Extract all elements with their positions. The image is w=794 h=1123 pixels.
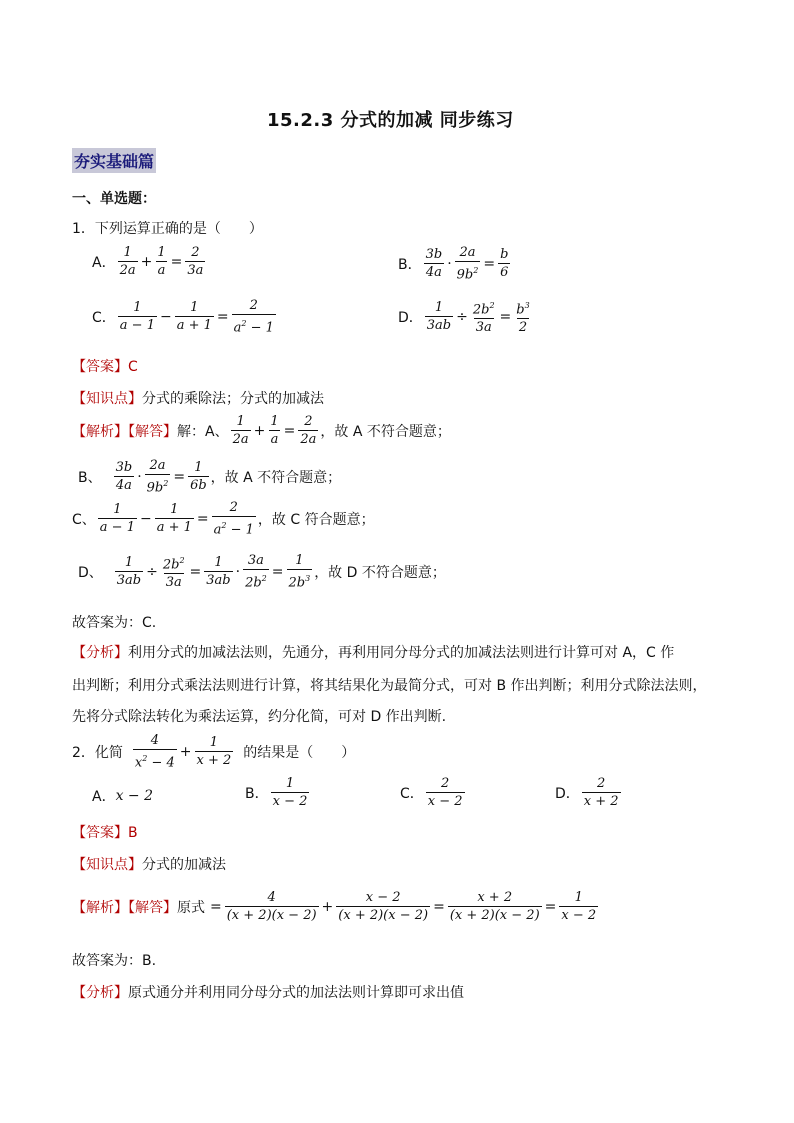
fraction: $\frac{1}{2b^3}$ bbox=[288, 553, 311, 591]
q1-analysis-line-1 bbox=[72, 642, 674, 662]
knowledge-tag: 【知识点】 bbox=[72, 391, 142, 407]
q1-analysis-line-2: 出判断；利用分式乘法法则进行计算，将其结果化为最简分式，可对 B 作出判断；利用分式除法法则， bbox=[72, 678, 707, 694]
answer-value: C bbox=[128, 359, 138, 375]
fraction: $\frac{b}{6}$ bbox=[500, 247, 509, 281]
page-title: 15.2.3 分式的加减 同步练习 bbox=[267, 110, 514, 131]
part-heading: 一、单选题： bbox=[72, 191, 156, 207]
fraction: $\frac{1}{a - 1}$ bbox=[99, 502, 135, 536]
fraction: $\frac{1}{x + 2}$ bbox=[196, 735, 232, 769]
fraction: $\frac{x + 2}{(x + 2)(x - 2)}$ bbox=[449, 890, 540, 923]
fraction: $\frac{2a}{9b^2}$ bbox=[146, 458, 169, 496]
knowledge-text: 分式的加减法 bbox=[142, 857, 226, 873]
q2-solution: 【解析】【解答】 原式 = $\frac{4}{(x + 2)(x - 2)}$ + $\frac{x - 2}{(x + 2)(x - 2)}$ = $\frac{x + 2}{(x + 2)(x - 2)}$ = $\frac{1}{x - 2}$ bbox=[72, 890, 597, 923]
option-label: A． bbox=[92, 254, 116, 271]
solution-d-tail: ，故 D 不符合题意； bbox=[314, 564, 446, 581]
q1-stem: 1．下列运算正确的是（ ） bbox=[72, 221, 263, 237]
q1-solution-c: C、 $\frac{1}{a - 1}$ − $\frac{1}{a + 1}$ = $\frac{2}{a^2 - 1}$ ，故 C 符合题意； bbox=[72, 500, 375, 538]
fraction: $\frac{1}{6b}$ bbox=[190, 460, 207, 494]
q1-solution-d: D、 $\frac{1}{3ab}$ ÷ $\frac{2b^2}{3a}$ = $\frac{1}{3ab}$ · $\frac{3a}{2b^2}$ = $\frac{1}{2b^3}$ ，故 D 不符合题意； bbox=[78, 553, 446, 591]
q1-option-c: C． $\frac{1}{a - 1}$ − $\frac{1}{a + 1}$ = $\frac{2}{a^2 - 1}$ bbox=[92, 298, 274, 336]
q2-knowledge-point bbox=[72, 854, 226, 874]
q1-conclusion: 故答案为：C. bbox=[72, 615, 157, 631]
option-label: C． bbox=[400, 785, 424, 802]
q2-stem-tail: 的结果是（ ） bbox=[243, 744, 356, 761]
q1-option-b: B． $\frac{3b}{4a}$ · $\frac{2a}{9b^2}$ = $\frac{b}{6}$ bbox=[398, 245, 509, 283]
q2-answer bbox=[72, 822, 138, 842]
fraction: $\frac{2}{x - 2}$ bbox=[427, 776, 463, 809]
solution-intro: 原式 bbox=[177, 899, 205, 916]
analysis-tag: 【分析】 bbox=[72, 985, 128, 1001]
q1-option-d: D． $\frac{1}{3ab}$ ÷ $\frac{2b^2}{3a}$ = $\frac{b^3}{2}$ bbox=[398, 298, 534, 335]
analysis-text-1: 利用分式的加减法法则，先通分，再利用同分母分式的加减法法则进行计算可对 A，C 作 bbox=[128, 645, 675, 661]
option-label: B． bbox=[245, 785, 269, 802]
fraction: $\frac{2}{2a}$ bbox=[300, 414, 317, 447]
q1-analysis-line-3: 先将分式除法转化为乘法运算，约分化简，可对 D 作出判断. bbox=[72, 709, 447, 725]
section-heading: 夯实基础篇 bbox=[72, 148, 156, 173]
fraction: $\frac{1}{a + 1}$ bbox=[176, 300, 212, 334]
q1-solution-a: 【解析】【解答】 解：A、 $\frac{1}{2a}$ + $\frac{1}{a}$ = $\frac{2}{2a}$ ，故 A 不符合题意； bbox=[72, 414, 451, 447]
fraction: $\frac{3b}{4a}$ bbox=[425, 247, 443, 281]
q2-stem-head: 2．化简 bbox=[72, 744, 123, 761]
fraction: $\frac{2}{3a}$ bbox=[187, 245, 204, 278]
answer-value: B bbox=[128, 825, 138, 841]
fraction: $\frac{3a}{2b^2}$ bbox=[245, 553, 267, 591]
fraction: $\frac{1}{3ab}$ bbox=[426, 300, 452, 334]
fraction: $\frac{2}{a^2 - 1}$ bbox=[213, 500, 254, 538]
q2-option-a bbox=[92, 786, 153, 806]
option-a-value: x − 2 bbox=[115, 788, 154, 804]
solution-c-head: C、 bbox=[72, 511, 96, 528]
solution-a-tail: ，故 A 不符合题意； bbox=[320, 423, 451, 440]
fraction: $\frac{2}{x + 2}$ bbox=[583, 776, 619, 809]
fraction: $\frac{2}{a^2 - 1}$ bbox=[233, 298, 274, 336]
solution-tag: 【解析】【解答】 bbox=[72, 899, 177, 916]
fraction: $\frac{3b}{4a}$ bbox=[115, 460, 133, 494]
analysis-tag: 【分析】 bbox=[72, 645, 128, 661]
option-label: D． bbox=[555, 785, 580, 802]
analysis-text: 原式通分并利用同分母分式的加法法则计算即可求出值 bbox=[128, 985, 464, 1001]
q1-option-a: A． $\frac{1}{2a}$ + $\frac{1}{a}$ = $\frac{2}{3a}$ bbox=[92, 245, 204, 278]
fraction: $\frac{2a}{9b^2}$ bbox=[456, 245, 479, 283]
solution-c-tail: ，故 C 符合题意； bbox=[257, 511, 375, 528]
fraction: $\frac{1}{3ab}$ bbox=[116, 555, 142, 589]
q1-solution-b: B、 $\frac{3b}{4a}$ · $\frac{2a}{9b^2}$ = $\frac{1}{6b}$ ，故 A 不符合题意； bbox=[78, 458, 342, 496]
fraction: $\frac{4}{(x + 2)(x - 2)}$ bbox=[226, 890, 317, 923]
solution-b-head: B、 bbox=[78, 469, 102, 486]
fraction: $\frac{1}{2a}$ bbox=[119, 245, 136, 278]
q2-stem: 2．化简 $\frac{4}{x^2 - 4}$ + $\frac{1}{x + 2}$ 的结果是（ ） bbox=[72, 733, 356, 771]
fraction: $\frac{1}{x - 2}$ bbox=[561, 890, 597, 923]
q2-option-d bbox=[555, 776, 623, 809]
answer-tag: 【答案】 bbox=[72, 359, 128, 375]
answer-tag: 【答案】 bbox=[72, 825, 128, 841]
q2-option-c bbox=[400, 776, 467, 809]
fraction: $\frac{1}{a}$ bbox=[157, 245, 166, 278]
fraction: $\frac{2b^2}{3a}$ bbox=[162, 556, 185, 591]
option-label: D． bbox=[398, 309, 423, 326]
knowledge-text: 分式的乘除法；分式的加减法 bbox=[142, 391, 324, 407]
fraction: $\frac{b^3}{2}$ bbox=[516, 301, 530, 336]
fraction: $\frac{1}{3ab}$ bbox=[206, 555, 231, 589]
fraction: $\frac{x - 2}{(x + 2)(x - 2)}$ bbox=[338, 890, 429, 923]
q1-knowledge-point bbox=[72, 388, 324, 408]
knowledge-tag: 【知识点】 bbox=[72, 857, 142, 873]
solution-tag: 【解析】【解答】 bbox=[72, 423, 177, 440]
option-label: B． bbox=[398, 256, 422, 273]
solution-b-tail: ，故 A 不符合题意； bbox=[210, 469, 342, 486]
fraction: $\frac{1}{x - 2}$ bbox=[272, 776, 308, 809]
option-label: C． bbox=[92, 309, 116, 326]
option-label: A． bbox=[92, 789, 116, 805]
fraction: $\frac{1}{a}$ bbox=[270, 414, 279, 447]
solution-intro: 解：A、 bbox=[177, 423, 229, 440]
fraction: $\frac{1}{2a}$ bbox=[232, 414, 249, 447]
q1-answer bbox=[72, 356, 138, 376]
q2-option-b bbox=[245, 776, 311, 809]
solution-d-head: D、 bbox=[78, 564, 103, 581]
fraction: $\frac{2b^2}{3a}$ bbox=[472, 301, 495, 336]
q2-analysis bbox=[72, 982, 464, 1002]
q2-conclusion: 故答案为：B. bbox=[72, 953, 157, 969]
fraction: $\frac{4}{x^2 - 4}$ bbox=[134, 733, 175, 771]
fraction: $\frac{1}{a + 1}$ bbox=[156, 502, 192, 536]
fraction: $\frac{1}{a - 1}$ bbox=[119, 300, 155, 334]
